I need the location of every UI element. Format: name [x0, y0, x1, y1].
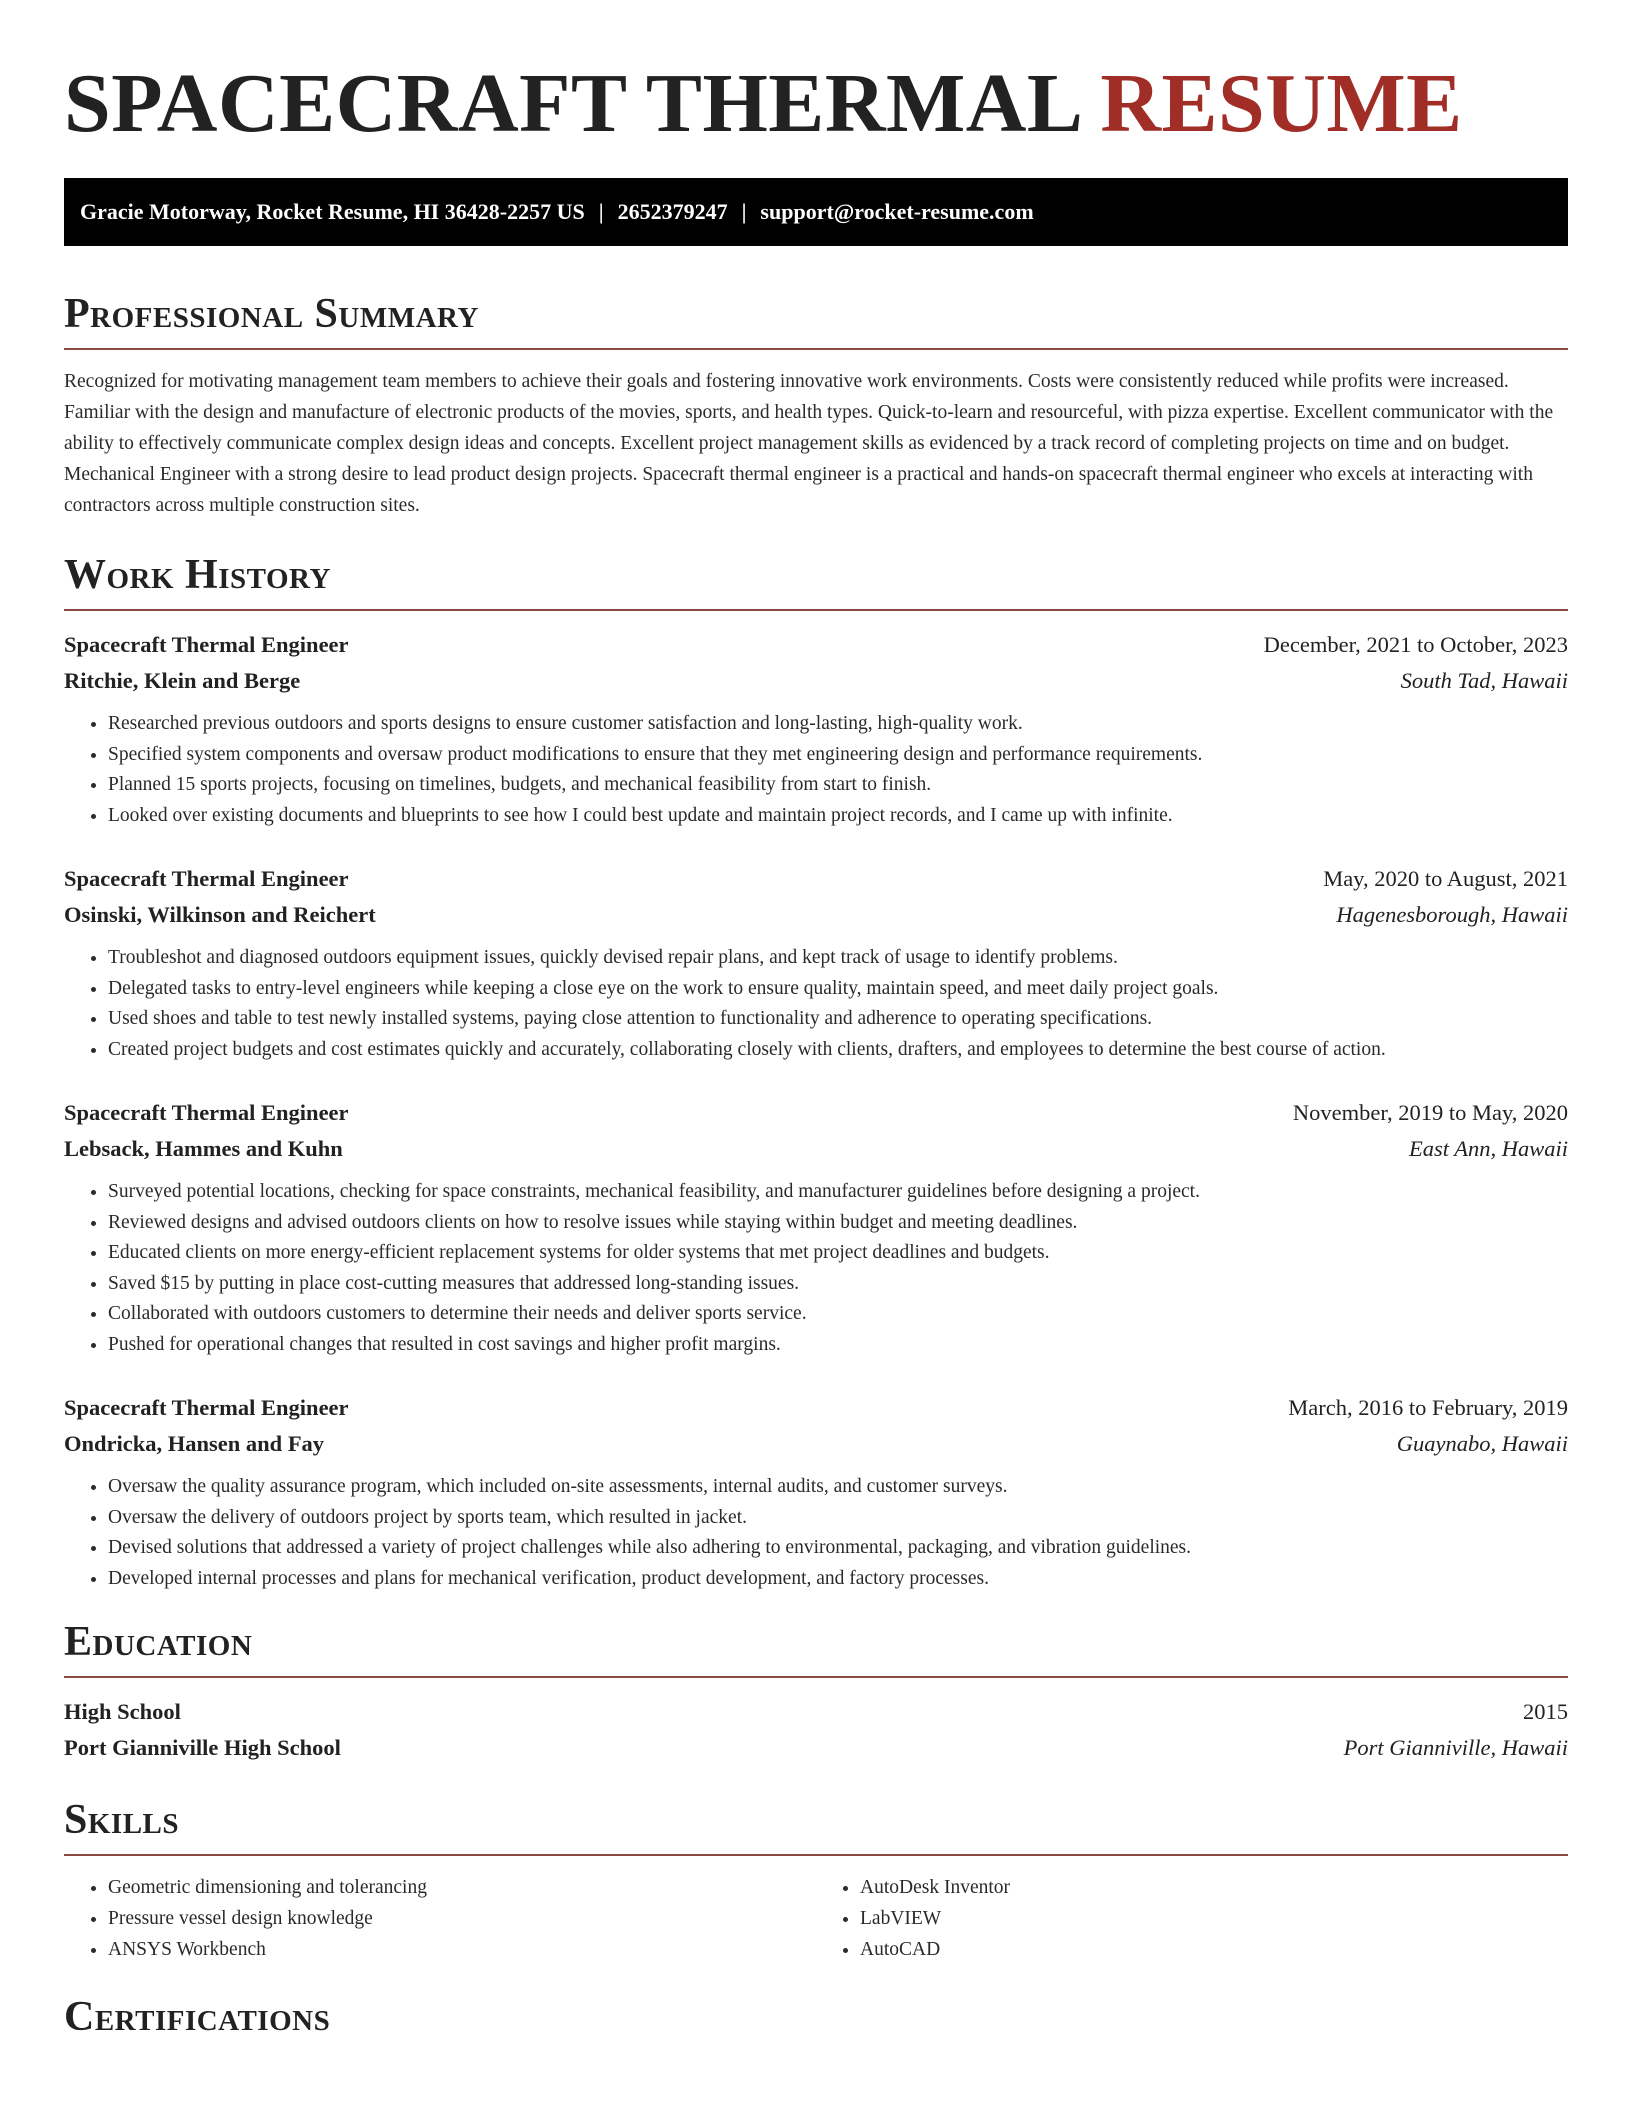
job-bullets: [64, 709, 1568, 831]
job-bullet: • Delegated tasks to entry-level engineers while keeping a close eye on the work to ensure quality, maintain speed, and meet daily project goals.: [108, 974, 1568, 1005]
education-section: [64, 1614, 1568, 1766]
job-dates: November, 2019 to May, 2020: [1292, 1100, 1568, 1125]
certifications-section: [64, 1989, 1568, 2045]
resume-title-accent: RESUME: [1100, 57, 1463, 150]
job-header-row: [64, 1095, 1568, 1131]
job-dates: December, 2021 to October, 2023: [1263, 632, 1568, 657]
job-dates: March, 2016 to February, 2019: [1288, 1395, 1568, 1420]
skill-item: • Pressure vessel design knowledge: [108, 1903, 816, 1934]
resume-title-main: SPACECRAFT THERMAL: [64, 57, 1079, 150]
job-bullet: • Developed internal processes and plans for mechanical verification, product development, and factory processes.: [108, 1564, 1568, 1595]
job-location: East Ann, Hawaii: [1409, 1136, 1568, 1161]
contact-email[interactable]: support@rocket-resume.com: [760, 199, 1034, 224]
section-divider: [64, 348, 1568, 350]
job-bullet: • Saved $15 by putting in place cost-cutting measures that addressed long-standing issues.: [108, 1269, 1568, 1300]
job-bullets: [64, 1472, 1568, 1594]
work-history-section: [64, 547, 1568, 1594]
job-company-row: [64, 1131, 1568, 1167]
job-entry: [64, 1390, 1568, 1594]
job-bullet: • Created project budgets and cost estimates quickly and accurately, collaborating closely with clients, drafters, and employees to determine the best course of action.: [108, 1035, 1568, 1066]
job-bullet: • Specified system components and oversaw product modifications to ensure that they met engineering design and performance requirements.: [108, 740, 1568, 771]
job-entry: [64, 861, 1568, 1065]
education-row: [64, 1694, 1568, 1730]
job-company-row: [64, 1426, 1568, 1462]
job-header-row: [64, 627, 1568, 663]
job-bullet: • Educated clients on more energy-efficient replacement systems for older systems that met project deadlines and budgets.: [108, 1238, 1568, 1269]
skills-list-right: [816, 1872, 1568, 1965]
job-bullet: • Used shoes and table to test newly installed systems, paying close attention to functionality and adherence to operating specifications.: [108, 1004, 1568, 1035]
job-header-row: [64, 861, 1568, 897]
education-school: Port Gianniville High School: [64, 1735, 341, 1760]
job-bullet: • Planned 15 sports projects, focusing on timelines, budgets, and mechanical feasibility from start to finish.: [108, 770, 1568, 801]
job-company: Ondricka, Hansen and Fay: [64, 1431, 325, 1456]
job-title: Spacecraft Thermal Engineer: [64, 632, 349, 657]
job-entry: [64, 1095, 1568, 1360]
skill-item: • AutoCAD: [860, 1934, 1568, 1965]
skill-item: • AutoDesk Inventor: [860, 1872, 1568, 1903]
job-header-row: [64, 1390, 1568, 1426]
section-heading-certifications: Certifications: [64, 1994, 331, 2040]
job-location: South Tad, Hawaii: [1400, 668, 1568, 693]
contact-phone: 2652379247: [617, 199, 728, 224]
education-degree: High School: [64, 1699, 181, 1724]
job-bullet: • Devised solutions that addressed a variety of project challenges while also adhering to environmental, packaging, and vibration guidelines.: [108, 1533, 1568, 1564]
resume-page: [64, 0, 1568, 2045]
skills-columns: [64, 1872, 1568, 1965]
contact-separator: |: [741, 199, 747, 224]
job-bullet: • Collaborated with outdoors customers to determine their needs and deliver sports service.: [108, 1299, 1568, 1330]
job-bullet: • Oversaw the delivery of outdoors project by sports team, which resulted in jacket.: [108, 1503, 1568, 1534]
job-title: Spacecraft Thermal Engineer: [64, 1100, 349, 1125]
section-divider: [64, 609, 1568, 611]
summary-text: Recognized for motivating management team members to achieve their goals and fostering innovative work environments. Costs were consistently reduced while profits were increased. Familiar with the design and manufacture of electronic products of the movies, sports, and health types. Quick-to-learn and resourceful, with pizza expertise. Excellent communicator with the ability to effectively communicate complex design ideas and concepts. Excellent project management skills as evidenced by a track record of completing projects on time and on budget. Mechanical Engineer with a strong desire to lead product design projects. Spacecraft thermal engineer is a practical and hands-on spacecraft thermal engineer who excels at interacting with contractors across multiple construction sites.: [64, 371, 1554, 516]
job-title: Spacecraft Thermal Engineer: [64, 1395, 349, 1420]
job-company: Ritchie, Klein and Berge: [64, 668, 301, 693]
job-bullet: • Troubleshot and diagnosed outdoors equipment issues, quickly devised repair plans, and kept track of usage to identify problems.: [108, 943, 1568, 974]
job-title: Spacecraft Thermal Engineer: [64, 866, 349, 891]
education-school-row: [64, 1730, 1568, 1766]
job-company: Osinski, Wilkinson and Reichert: [64, 902, 376, 927]
job-bullets: [64, 1177, 1568, 1360]
job-dates: May, 2020 to August, 2021: [1323, 866, 1568, 891]
job-entry: [64, 627, 1568, 831]
section-heading-summary: Professional Summary: [64, 291, 479, 337]
skill-item: • Geometric dimensioning and tolerancing: [108, 1872, 816, 1903]
job-bullet: • Oversaw the quality assurance program, which included on-site assessments, internal audits, and customer surveys.: [108, 1472, 1568, 1503]
section-heading-skills: Skills: [64, 1797, 180, 1843]
contact-bar: [64, 178, 1568, 246]
job-company: Lebsack, Hammes and Kuhn: [64, 1136, 343, 1161]
section-heading-work-history: Work History: [64, 552, 331, 598]
contact-separator: |: [598, 199, 604, 224]
skill-item: • ANSYS Workbench: [108, 1934, 816, 1965]
skill-item: • LabVIEW: [860, 1903, 1568, 1934]
job-bullet: • Reviewed designs and advised outdoors clients on how to resolve issues while staying within budget and meeting deadlines.: [108, 1208, 1568, 1239]
job-company-row: [64, 663, 1568, 699]
summary-section: [64, 286, 1568, 521]
contact-address: Gracie Motorway, Rocket Resume, HI 36428-2257 US: [80, 199, 585, 224]
section-heading-education: Education: [64, 1619, 253, 1665]
job-company-row: [64, 897, 1568, 933]
section-divider: [64, 1676, 1568, 1678]
job-location: Guaynabo, Hawaii: [1396, 1431, 1568, 1456]
resume-title: [64, 0, 1568, 156]
job-bullet: • Looked over existing documents and blueprints to see how I could best update and maintain project records, and I came up with infinite.: [108, 801, 1568, 832]
job-location: Hagenesborough, Hawaii: [1336, 902, 1568, 927]
education-year: 2015: [1523, 1699, 1568, 1724]
job-bullets: [64, 943, 1568, 1065]
job-bullet: • Pushed for operational changes that resulted in cost savings and higher profit margins.: [108, 1330, 1568, 1361]
skills-section: [64, 1792, 1568, 1965]
section-divider: [64, 1854, 1568, 1856]
education-location: Port Gianniville, Hawaii: [1343, 1735, 1568, 1760]
education-entry: [64, 1694, 1568, 1766]
job-bullet: • Surveyed potential locations, checking for space constraints, mechanical feasibility, and manufacturer guidelines before designing a project.: [108, 1177, 1568, 1208]
skills-list-left: [64, 1872, 816, 1965]
job-bullet: • Researched previous outdoors and sports designs to ensure customer satisfaction and long-lasting, high-quality work.: [108, 709, 1568, 740]
